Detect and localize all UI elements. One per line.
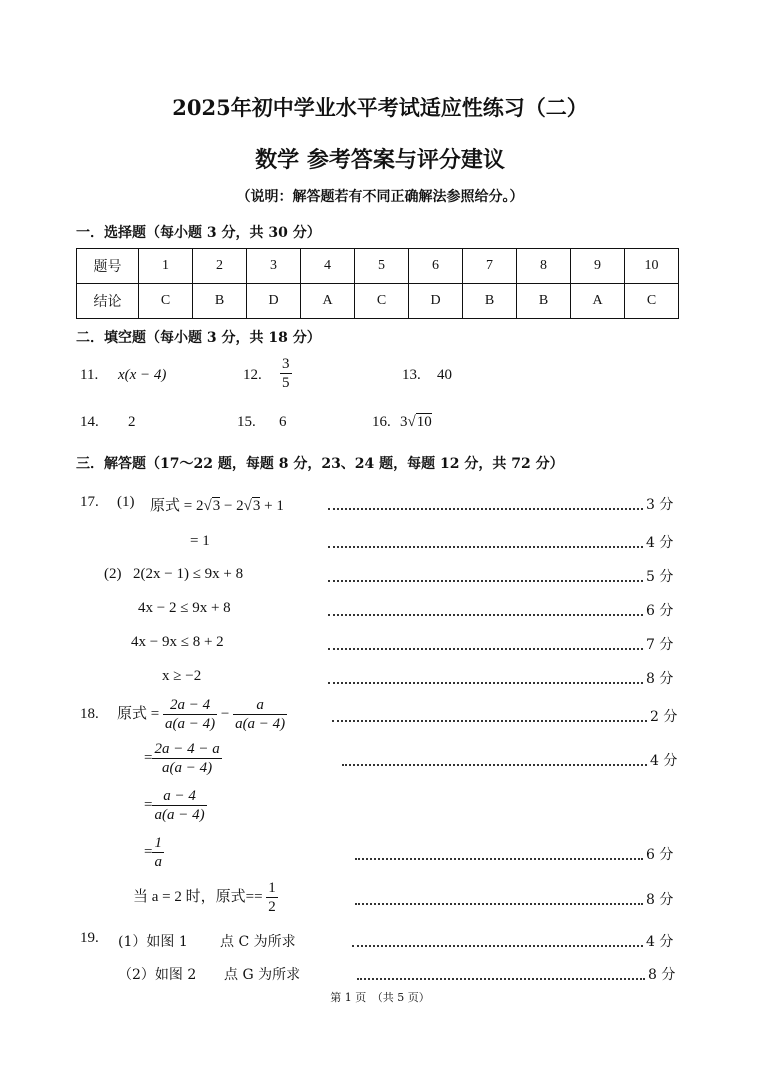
table-header-cell: 结论 (77, 284, 139, 319)
table-cell: C (625, 284, 679, 319)
q18-line3 (144, 787, 207, 824)
fraction-numerator: 1 (154, 835, 162, 851)
q18-line1 (117, 696, 287, 733)
score-label: 8 分 (646, 671, 674, 687)
expr-part: − (220, 705, 230, 722)
fraction-denominator: a (154, 854, 162, 870)
table-header-cell: 题号 (77, 249, 139, 284)
q17-part1-label: (1) (117, 494, 135, 510)
q17-line6: x ≥ −2 (162, 668, 202, 684)
q17-line4: 4x − 2 ≤ 9x + 8 (138, 600, 231, 616)
fraction-numerator: 2a − 4 − a (154, 741, 220, 757)
dot-leader (328, 508, 643, 510)
fraction-denominator: a(a − 4) (164, 716, 216, 732)
score-label: 4 分 (646, 934, 674, 950)
score-label: 6 分 (646, 847, 674, 863)
grading-note: （说明：解答题若有不同正确解法参照给分。） (236, 189, 524, 205)
q16-radicand: 10 (416, 414, 432, 430)
q16-coef: 3 (400, 414, 408, 430)
dot-leader (342, 764, 647, 766)
expr-part: − 2 (220, 498, 244, 514)
q19-part1-label: (1）如图 1 (118, 934, 188, 950)
dot-leader (332, 720, 647, 722)
table-cell: 9 (571, 249, 625, 284)
table-cell: C (355, 284, 409, 319)
score-label: 8 分 (646, 892, 674, 908)
page-footer: 第 1 页 （共 5 页） (330, 991, 430, 1004)
table-cell: 4 (301, 249, 355, 284)
score-label: 4 分 (650, 753, 678, 769)
q17-line1 (150, 494, 284, 515)
score-label: 5 分 (646, 569, 674, 585)
score-label: 7 分 (646, 637, 674, 653)
score-label: 4 分 (646, 535, 674, 551)
dot-leader (355, 903, 643, 905)
table-cell: 5 (355, 249, 409, 284)
fraction-denominator: a(a − 4) (235, 716, 286, 732)
q18-line4 (144, 834, 164, 871)
table-cell: D (409, 284, 463, 319)
table-cell: B (463, 284, 517, 319)
q11-answer: x(x − 4) (118, 367, 167, 383)
dot-leader (328, 580, 643, 582)
table-row (77, 249, 679, 284)
radicand: 3 (252, 498, 261, 514)
section1-heading: 一．选择题（每小题 3 分，共 30 分） (76, 225, 321, 241)
page-subtitle: 数学 参考答案与评分建议 (255, 147, 505, 173)
fraction-numerator: a − 4 (152, 787, 206, 806)
section3-heading: 三．解答题（17～22 题，每题 8 分，23、24 题，每题 12 分，共 72 分） (76, 456, 564, 472)
table-cell: D (247, 284, 301, 319)
fraction-denominator: 5 (282, 375, 290, 391)
expr-part: = (144, 749, 153, 766)
fraction-numerator: 3 (282, 356, 290, 372)
section2-heading: 二．填空题（每小题 3 分，共 18 分） (76, 330, 321, 346)
q19-part2-text: 点 G 为所求 (224, 967, 301, 983)
fraction-numerator: 2a − 4 (163, 696, 217, 715)
sqrt-sign: √ (203, 498, 212, 514)
q13-number: 13. (402, 367, 421, 383)
dot-leader (357, 978, 645, 980)
q14-number: 14. (80, 414, 99, 430)
q16-answer (400, 414, 432, 431)
q11-number: 11. (80, 367, 99, 383)
q16-number: 16. (372, 414, 391, 430)
q17-line5: 4x − 9x ≤ 8 + 2 (131, 634, 224, 650)
table-row (77, 284, 679, 319)
expr-part: 原式 = (117, 705, 160, 722)
q19-number: 19. (80, 930, 99, 946)
dot-leader (328, 682, 643, 684)
table-cell: C (139, 284, 193, 319)
dot-leader (328, 648, 643, 650)
table-cell: 8 (517, 249, 571, 284)
q17-part2-label: (2) (104, 566, 122, 582)
q18-line2 (144, 740, 222, 777)
q14-answer: 2 (128, 414, 136, 430)
fraction-denominator: a(a − 4) (154, 807, 205, 823)
expr-part: = (144, 843, 153, 860)
fraction-numerator: 1 (268, 880, 276, 896)
fraction-denominator: 2 (268, 899, 276, 915)
dot-leader (355, 858, 643, 860)
q12-number: 12. (243, 367, 262, 383)
table-cell: 7 (463, 249, 517, 284)
score-label: 6 分 (646, 603, 674, 619)
q19-part1-text: 点 C 为所求 (220, 934, 296, 950)
table-cell: 10 (625, 249, 679, 284)
radicand: 3 (212, 498, 221, 514)
table-cell: 6 (409, 249, 463, 284)
dot-leader (328, 614, 643, 616)
table-cell: B (193, 284, 247, 319)
dot-leader (352, 945, 643, 947)
score-label: 3 分 (646, 497, 674, 513)
page-title: 2025年初中学业水平考试适应性练习（二） (172, 95, 588, 120)
table-cell: 1 (139, 249, 193, 284)
q17-number: 17. (80, 494, 99, 510)
fraction-denominator: a(a − 4) (162, 760, 213, 776)
q17-line2: = 1 (190, 533, 210, 549)
sqrt-sign: √ (407, 414, 416, 430)
q18-line5 (133, 879, 278, 916)
fraction-numerator: a (233, 696, 287, 715)
q19-part2-label: （2）如图 2 (118, 967, 197, 983)
q12-answer (280, 355, 292, 392)
table-cell: A (571, 284, 625, 319)
q18-number: 18. (80, 706, 99, 722)
q17-line3: 2(2x − 1) ≤ 9x + 8 (133, 566, 244, 582)
q13-answer: 40 (437, 367, 452, 383)
table-cell: B (517, 284, 571, 319)
q15-answer: 6 (279, 414, 287, 430)
expr-part: 原式 = 2 (150, 498, 204, 514)
q15-number: 15. (237, 414, 256, 430)
expr-part: = (144, 796, 153, 813)
score-label: 8 分 (648, 967, 676, 983)
sqrt-sign: √ (243, 498, 252, 514)
table-cell: 2 (193, 249, 247, 284)
dot-leader (328, 546, 643, 548)
expr-part: 当 a = 2 时，原式== (133, 888, 267, 905)
table-cell: A (301, 284, 355, 319)
score-label: 2 分 (650, 709, 678, 725)
answer-table (76, 248, 679, 319)
expr-part: + 1 (260, 498, 284, 514)
table-cell: 3 (247, 249, 301, 284)
